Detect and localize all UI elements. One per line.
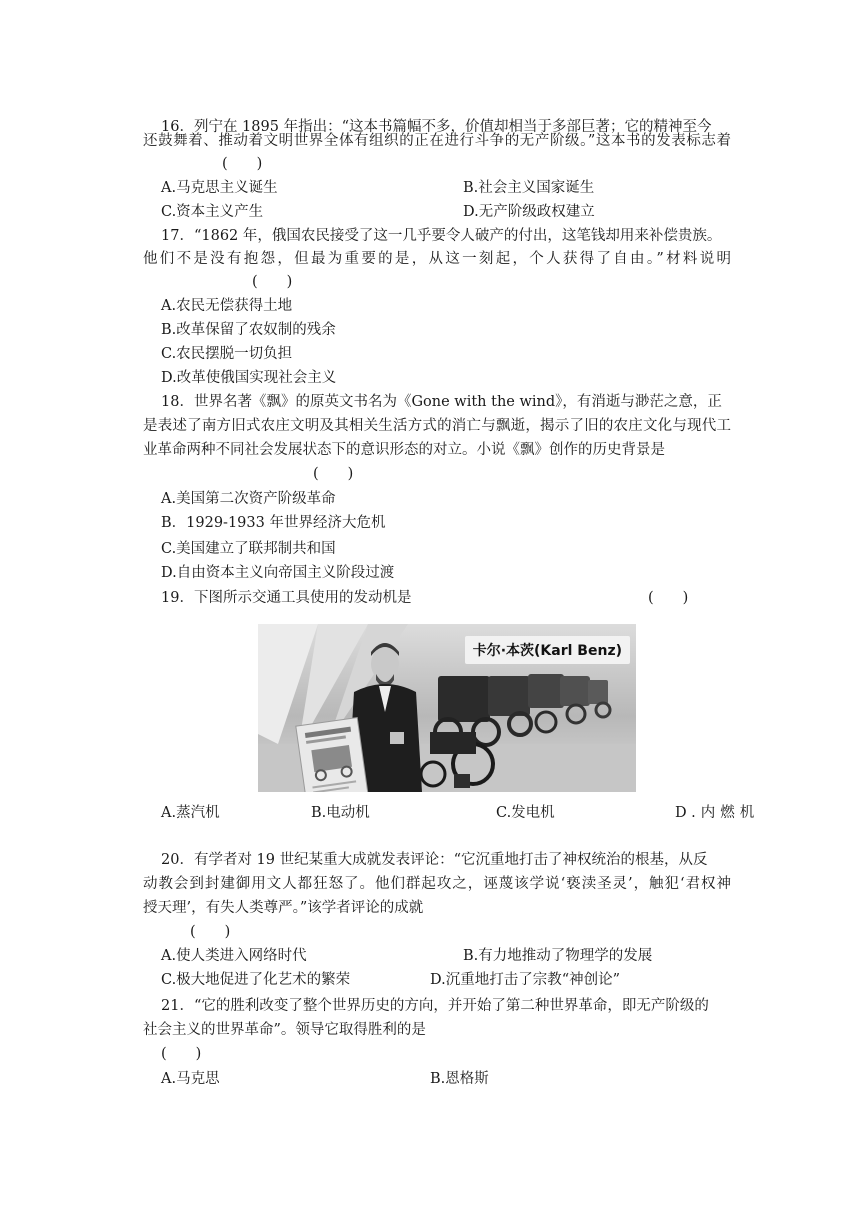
q19-option-d: D.内燃机: [675, 805, 760, 821]
q20-option-d: D.沉重地打击了宗教“神创论”: [430, 972, 621, 988]
q18-option-d: D.自由资本主义向帝国主义阶段过渡: [161, 565, 395, 581]
q16-answer-bracket: ( ): [222, 156, 263, 172]
q21-line-1: 21．“它的胜利改变了整个世界历史的方向，并开始了第二种世界革命，即无产阶级的: [161, 998, 709, 1014]
photo-caption: 卡尔·本茨(Karl Benz): [465, 636, 630, 664]
q16-option-d: D.无产阶级政权建立: [463, 204, 595, 220]
q16-option-c: C.资本主义产生: [161, 204, 264, 220]
q20-line-2: 动教会到封建御用文人都狂怒了。他们群起攻之，诬蔑该学说‘亵渎圣灵’，触犯‘君权神: [143, 876, 731, 892]
q19-option-b: B.电动机: [311, 805, 370, 821]
q20-line-3: 授天理’，有失人类尊严。”该学者评论的成就: [143, 900, 424, 916]
q17-option-a: A.农民无偿获得土地: [161, 298, 293, 314]
q20-option-c: C.极大地促进了化艺术的繁荣: [161, 972, 351, 988]
q19-answer-bracket: ( ): [648, 590, 689, 606]
q18-line-2: 是表述了南方旧式农庄文明及其相关生活方式的消亡与飘逝，揭示了旧的农庄文化与现代工: [143, 418, 731, 434]
q18-answer-bracket: ( ): [313, 466, 354, 482]
q18-option-c: C.美国建立了联邦制共和国: [161, 541, 336, 557]
karl-benz-photo: [258, 624, 636, 792]
q16-option-b: B.社会主义国家诞生: [463, 180, 595, 196]
q17-option-c: C.农民摆脱一切负担: [161, 346, 293, 362]
q21-option-a: A.马克思: [161, 1071, 220, 1087]
q16-line-2: 还鼓舞着、推动着文明世界全体有组织的正在进行斗争的无产阶级。”这本书的发表标志着: [143, 133, 731, 149]
q17-option-d: D.改革使俄国实现社会主义: [161, 370, 337, 386]
q20-option-b: B.有力地推动了物理学的发展: [463, 948, 653, 964]
q17-line-2: 他们不是没有抱怨，但最为重要的是，从这一刻起，个人获得了自由。”材料说明: [143, 251, 731, 267]
q18-option-b: B．1929-1933 年世界经济大危机: [161, 515, 386, 531]
q21-answer-bracket: ( ): [161, 1046, 202, 1062]
q17-option-b: B.改革保留了农奴制的残余: [161, 322, 336, 338]
q20-option-a: A.使人类进入网络时代: [161, 948, 307, 964]
q19-line-1: 19．下图所示交通工具使用的发动机是: [161, 590, 412, 606]
q19-option-a: A.蒸汽机: [161, 805, 220, 821]
q16-option-a: A.马克思主义诞生: [161, 180, 278, 196]
q19-option-c: C.发电机: [496, 805, 555, 821]
q20-answer-bracket: ( ): [190, 924, 231, 940]
q18-line-1: 18．世界名著《飘》的原英文书名为《Gone with the wind》，有消逝与渺茫之意，正: [161, 394, 722, 410]
q21-line-2: 社会主义的世界革命”。领导它取得胜利的是: [143, 1022, 426, 1038]
q16-line-1: 16．列宁在 1895 年指出：“这本书篇幅不多，价值却相当于多部巨著；它的精神至今: [161, 119, 712, 135]
q20-line-1: 20．有学者对 19 世纪某重大成就发表评论：“它沉重地打击了神权统治的根基，从反: [161, 852, 708, 868]
q18-line-3: 业革命两种不同社会发展状态下的意识形态的对立。小说《飘》创作的历史背景是: [143, 442, 665, 458]
q17-line-1: 17．“1862 年，俄国农民接受了这一几乎要令人破产的付出，这笔钱却用来补偿贵族。: [161, 228, 722, 244]
q17-answer-bracket: ( ): [252, 274, 293, 290]
q21-option-b: B.恩格斯: [430, 1071, 489, 1087]
q18-option-a: A.美国第二次资产阶级革命: [161, 491, 336, 507]
